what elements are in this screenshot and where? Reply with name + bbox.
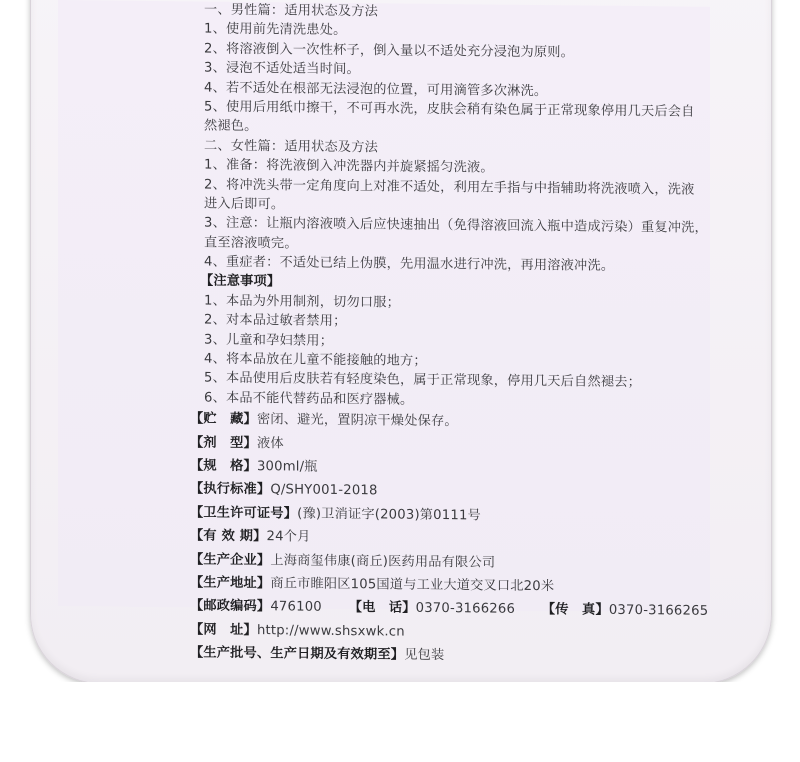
male-step: 然褪色。 — [204, 118, 258, 135]
address-field: 【生产地址】商丘市睢阳区105国道与工业大道交叉口北20米 — [190, 575, 555, 595]
female-step: 1、准备：将洗液倒入冲洗器内并旋紧摇匀洗液。 — [204, 157, 494, 176]
label-text — [138, 1, 728, 671]
female-step: 4、重症者：不适处已结上伪膜，先用温水进行冲洗，再用溶液冲洗。 — [204, 254, 615, 274]
male-step: 4、若不适处在根部无法浸泡的位置，可用滴管多次淋洗。 — [204, 80, 548, 99]
notes-item: 4、将本品放在儿童不能接触的地方； — [204, 351, 427, 369]
male-step: 1、使用前先清洗患处。 — [204, 21, 347, 39]
batch-field: 【生产批号、生产日期及有效期至】见包装 — [190, 645, 445, 664]
notes-heading: 【注意事项】 — [200, 273, 281, 290]
notes-item: 1、本品为外用制剂，切勿口服； — [204, 293, 401, 311]
postcode-label: 【邮政编码】 — [190, 598, 271, 615]
male-step: 2、将溶液倒入一次性杯子，倒入量以不适处充分浸泡为原则。 — [204, 41, 575, 61]
license-field: 【卫生许可证号】(豫)卫消证字(2003)第0111号 — [190, 505, 481, 524]
female-step: 3、注意：让瓶内溶液喷入后应快速抽出（免得溶液回流入瓶中造成污染）重复冲洗， — [204, 215, 708, 237]
phone-value: 0370-3166266 — [415, 601, 516, 618]
postcode-value: 476100 — [270, 599, 322, 616]
female-step: 2、将冲洗头带一定角度向上对准不适处，利用左手指与中指辅助将洗液喷入，洗液 — [204, 177, 695, 198]
notes-item: 5、本品使用后皮肤若有轻度染色，属于正常现象，停用几天后自然褪去； — [204, 370, 641, 391]
background-bottom — [0, 682, 800, 762]
website-field: 【网 址】http://www.shsxwk.cn — [190, 622, 405, 640]
fax-value: 0370-3166265 — [608, 603, 709, 620]
phone-label: 【电 话】 — [348, 600, 416, 617]
validity-field: 【有 效 期】24个月 — [190, 528, 311, 545]
bottle-label — [58, 0, 710, 664]
male-step: 5、使用后用纸巾擦干，不可再水洗，皮肤会稍有染色属于正常现象停用几天后会自 — [204, 99, 695, 120]
form-field: 【剂 型】液体 — [190, 434, 284, 451]
notes-item: 6、本品不能代替药品和医疗器械。 — [204, 390, 414, 408]
standard-field: 【执行标准】Q/SHY001-2018 — [190, 481, 378, 499]
notes-item: 3、儿童和孕妇禁用； — [204, 332, 334, 349]
notes-item: 2、对本品过敏者禁用； — [204, 312, 347, 330]
manufacturer-field: 【生产企业】上海商玺伟康(商丘)医药用品有限公司 — [190, 551, 496, 571]
female-heading: 二、女性篇：适用状态及方法 — [204, 138, 379, 156]
male-heading: 一、男性篇：适用状态及方法 — [204, 2, 379, 20]
spec-field: 【规 格】300ml/瓶 — [190, 458, 318, 475]
female-step: 进入后即可。 — [204, 196, 285, 213]
storage-field: 【贮 藏】密闭、避光，置阴凉干燥处保存。 — [190, 411, 458, 430]
female-step: 直至溶液喷完。 — [204, 235, 298, 252]
fax-label: 【传 真】 — [541, 602, 609, 619]
male-step: 3、浸泡不适处适当时间。 — [204, 60, 360, 78]
